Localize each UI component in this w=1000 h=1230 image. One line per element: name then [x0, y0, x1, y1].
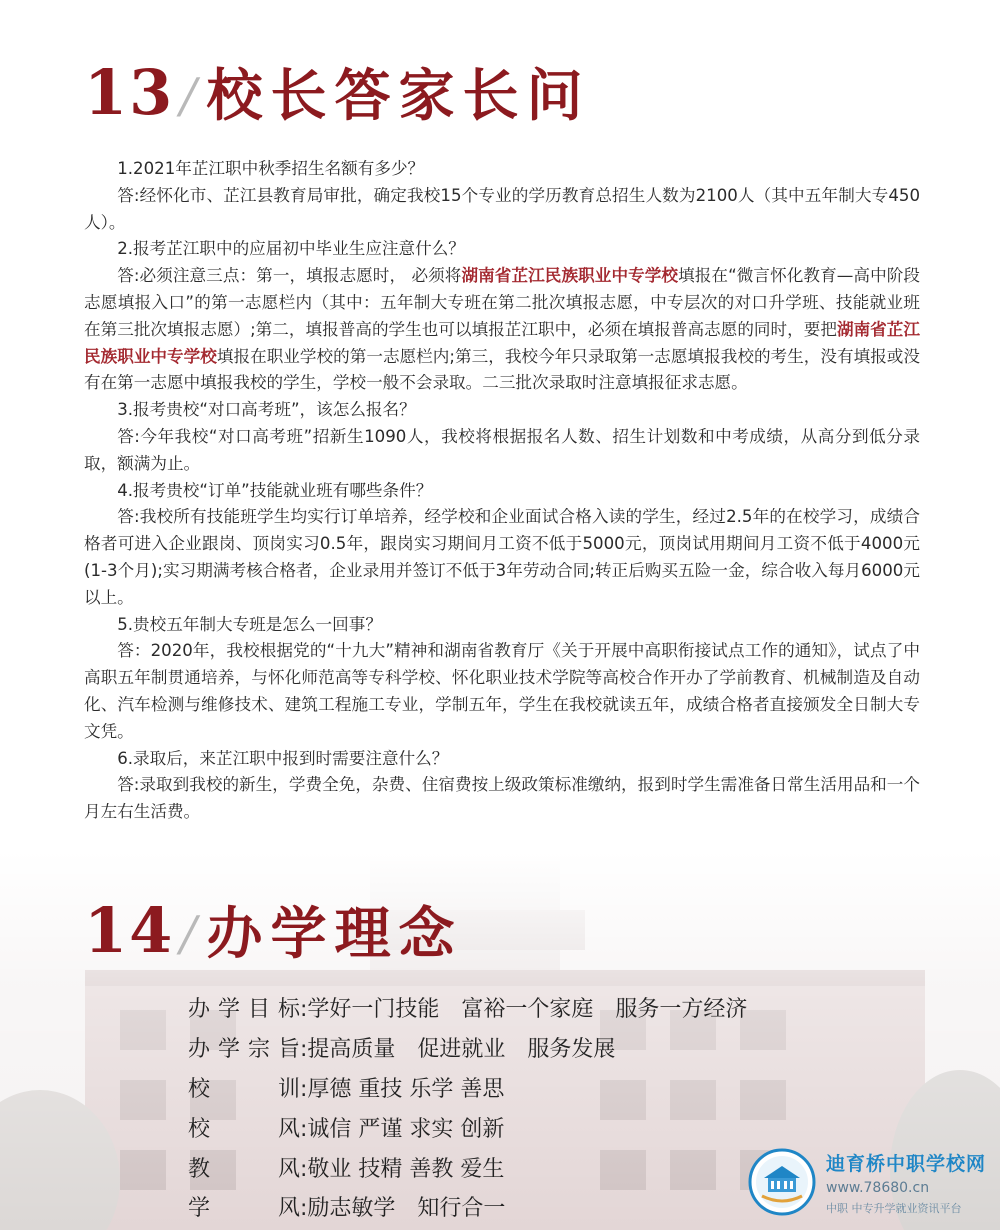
qa-text: 答:经怀化市、芷江县教育局审批，确定我校15个专业的学历教育总招生人数为2100人（其中五年制大专450人）。 — [84, 185, 920, 232]
qa-text: 答:今年我校“对口高考班”招新生1090人，我校将根据报名人数、招生计划数和中考成绩，从高分到低分录取，额满为止。 — [84, 426, 920, 473]
qa-text: 4.报考贵校“订单”技能就业班有哪些条件？ — [117, 480, 433, 500]
row-value: :学好一门技能 富裕一个家庭 服务一方经济 — [300, 997, 748, 1023]
qa-paragraph — [84, 478, 920, 505]
site-watermark[interactable] — [748, 1148, 986, 1216]
section-13-title — [84, 56, 591, 129]
row-label: 教风 — [188, 1156, 300, 1182]
qa-paragraph — [84, 612, 920, 639]
school-building-icon — [748, 1148, 816, 1216]
row-value: :敬业 技精 善教 爱生 — [300, 1156, 505, 1182]
school-name-highlight: 湖南省芷江民族职业中专学校 — [84, 319, 920, 366]
row-label: 校风 — [188, 1116, 300, 1142]
row-value: :厚德 重技 乐学 善思 — [300, 1076, 505, 1102]
row-label: 学风 — [188, 1196, 300, 1222]
qa-text: 答:录取到我校的新生，学费全免，杂费、住宿费按上级政策标准缴纳，报到时学生需准备日常生活用品和一个月左右生活费。 — [84, 775, 920, 822]
philosophy-row — [188, 1107, 747, 1147]
qa-text: 答:我校所有技能班学生均实行订单培养，经学校和企业面试合格入读的学生，经过2.5年的在校学习，成绩合格者可进入企业跟岗、顶岗实习0.5年，跟岗实习期间月工资不低于5000元，顶岗试用期间月工资不低于4000元(1-3个月);实习期满考核合格者，企业录用并签订不低于3年劳动合同;转正后购买五险一金，综合收入每月6000元以上。 — [84, 507, 920, 607]
qa-text: 答:必须注意三点：第一，填报志愿时， 必须将 — [117, 266, 462, 286]
section-heading: 校长答家长问 — [206, 63, 591, 129]
qa-text: 2.报考芷江职中的应届初中毕业生应注意什么？ — [117, 239, 465, 259]
row-label: 办学目标 — [188, 997, 300, 1023]
qa-text: 填报在职业学校的第一志愿栏内;第三，我校今年只录取第一志愿填报我校的考生，没有填报或没有在第一志愿中填报我校的学生，学校一般不会录取。二三批次录取时注意填报征求志愿。 — [84, 346, 921, 393]
watermark-url: www.78680.cn — [826, 1179, 930, 1196]
qa-text: 5.贵校五年制大专班是怎么一回事？ — [117, 614, 382, 634]
slash-divider: / — [180, 68, 197, 124]
section-number: 14 — [84, 894, 175, 967]
watermark-name: 迪育桥中职学校网 — [826, 1152, 987, 1175]
philosophy-row — [188, 1068, 747, 1108]
philosophy-row — [188, 988, 747, 1028]
qa-paragraph — [84, 772, 920, 826]
watermark-tagline: 中职 中专升学就业资讯平台 — [826, 1201, 962, 1215]
qa-paragraph — [84, 638, 920, 745]
qa-text: 答：2020年，我校根据党的“十九大”精神和湖南省教育厅《关于开展中高职衔接试点工作的通知》，试点了中高职五年制贯通培养，与怀化师范高等专科学校、怀化职业技术学院等高校合作开办了学前教育、机械制造及自动化、汽车检测与维修技术、建筑工程施工专业，学制五年，学生在我校就读五年，成绩合格者直接颁发全日制大专文凭。 — [84, 641, 920, 741]
section-number: 13 — [84, 56, 175, 129]
philosophy-row — [188, 1028, 747, 1068]
qa-paragraph — [84, 397, 920, 424]
philosophy-list — [188, 988, 747, 1227]
qa-text: 3.报考贵校“对口高考班”，该怎么报名？ — [117, 400, 416, 420]
row-value: :提高质量 促进就业 服务发展 — [300, 1037, 616, 1063]
row-value: :诚信 严谨 求实 创新 — [300, 1116, 505, 1142]
qa-paragraph — [84, 263, 920, 397]
qa-text-block — [84, 156, 920, 826]
school-name-highlight: 湖南省芷江民族职业中专学校 — [461, 266, 679, 286]
qa-text: 6.录取后，来芷江职中报到时需要注意什么？ — [117, 748, 449, 768]
philosophy-row — [188, 1187, 747, 1227]
row-label: 办学宗旨 — [188, 1037, 300, 1063]
philosophy-row — [188, 1147, 747, 1187]
qa-paragraph — [84, 236, 920, 263]
qa-text: 填报在“微言怀化教育—高中阶段志愿填报入口”的第一志愿栏内（其中：五年制大专班在第二批次填报志愿，中专层次的对口升学班、技能就业班在第三批次填报志愿）;第二，填报普高的学生也可以填报芷江职中，必须在填报普高志愿的同时，要把 — [84, 266, 920, 339]
watermark-url-line — [826, 1180, 986, 1196]
section-14-title — [84, 894, 463, 967]
qa-paragraph — [84, 183, 920, 237]
row-label: 校训 — [188, 1076, 300, 1102]
slash-divider: / — [180, 906, 197, 962]
qa-text: 1.2021年芷江职中秋季招生名额有多少？ — [117, 159, 425, 178]
qa-paragraph — [84, 156, 920, 183]
qa-paragraph — [84, 746, 920, 773]
section-heading: 办学理念 — [206, 901, 463, 967]
row-value: :励志敏学 知行合一 — [300, 1196, 506, 1222]
qa-paragraph — [84, 504, 920, 611]
qa-paragraph — [84, 424, 920, 478]
